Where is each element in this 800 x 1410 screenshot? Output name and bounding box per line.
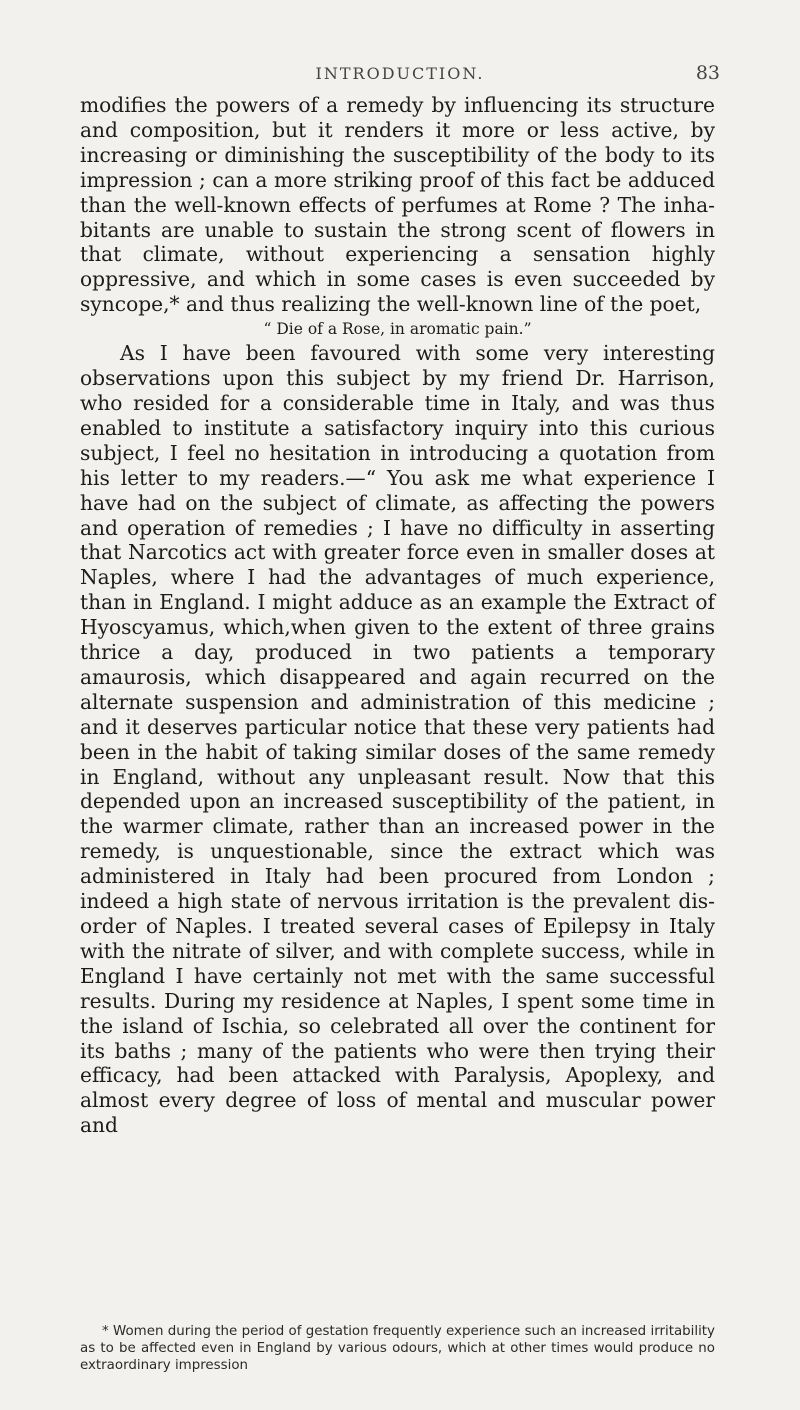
page-number: 83 [695, 62, 720, 84]
footnote: * Women during the period of gestation frequently experience such an increased irritability as to be affected even in England by various odours, which at other times would produce no extraordinary impression [80, 1324, 715, 1373]
body-text [80, 93, 715, 1138]
paragraph-1: modifies the powers of a remedy by influencing its structure and composition, but it renders it more or less active, by increasing or diminishing the susceptibility of the body to its impression ; can a more striking proof of this fact be adduced than the well-known effects of perfumes at Rome ? The inhabitants are unable to sustain the strong scent of flowers in that climate, without experiencing a sensation highly oppressive, and which in some cases is even succeeded by syncope,* and thus realizing the well-known line of the poet, [80, 93, 715, 317]
paragraph-2: As I have been favoured with some very interesting observations upon this subject by my friend Dr. Harrison, who resided for a considerable time in Italy, and was thus enabled to institute a satisfactory inquiry into this curious subject, I feel no hesitation in introducing a quotation from his letter to my readers.—“ You ask me what experience I have had on the subject of climate, as affecting the powers and operation of remedies ; I have no difficulty in asserting that Narcotics act with greater force even in smaller doses at Naples, where I had the advantages of much experience, than in England. I might adduce as an example the Extract of Hyoscyamus, which,when given to the extent of three grains thrice a day, produced in two patients a temporary amaurosis, which disappeared and again recurred on the alternate suspension and administration of this medicine ; and it deserves particular notice that these very patients had been in the habit of taking similar doses of the same remedy in England, without any unpleasant result. Now that this depended upon an increased susceptibility of the patient, in the warmer climate, rather than an increased power in the remedy, is unquestionable, since the extract which was administered in Italy had been procured from London ; indeed a high state of nervous irritation is the prevalent disorder of Naples. I treated several cases of Epilepsy in Italy with the nitrate of silver, and with complete success, while in England I have certainly not met with the same successful results. During my residence at Naples, I spent some time in the island of Ischia, so celebrated all over the continent for its baths ; many of the patients who were then trying their efficacy, had been attacked with Paralysis, Apoplexy, and almost every degree of loss of mental and muscular power and [80, 341, 715, 1138]
running-head: INTRODUCTION. [315, 64, 485, 83]
poem-quote: “ Die of a Rose, in aromatic pain.” [263, 320, 532, 339]
page-header [0, 58, 800, 88]
